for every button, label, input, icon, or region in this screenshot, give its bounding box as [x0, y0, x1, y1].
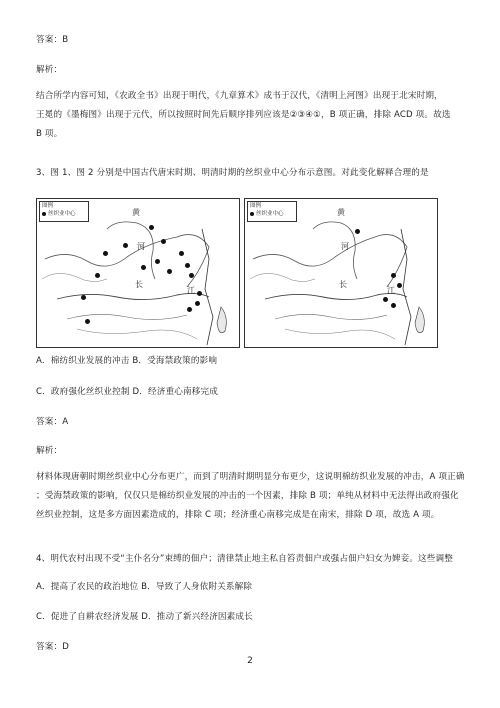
map-label-jiang: 江: [387, 286, 395, 295]
silk-center-dot: [391, 273, 396, 278]
q2-analysis-line: 结合所学内容可知，《农政全书》出现于明代，《九章算术》成书于汉代，《清明上河图》出现于北宋时期，: [36, 91, 443, 101]
map-label-huang: 黄: [337, 208, 345, 217]
silk-center-dot: [189, 273, 194, 278]
silk-center-dot: [85, 319, 90, 324]
map-label-he: 河: [137, 242, 145, 251]
silk-center-dot: [187, 307, 192, 312]
silk-center-dot: [383, 297, 388, 302]
silk-center-dot: [179, 251, 184, 256]
q3-answer: 答案：A: [36, 417, 69, 427]
q4-option-line: A．提高了农民的政治地位 B．导致了人身依附关系解除: [36, 582, 253, 592]
q2-analysis-line: 王冕的《墨梅图》出现于元代，所以按照时间先后顺序排列应该是②③④①，B 项正确，排除 ACD 项。故选: [36, 110, 451, 120]
page-number: 2: [247, 656, 253, 666]
silk-center-dot: [185, 263, 190, 268]
legend: [39, 201, 89, 222]
silk-center-dot: [95, 273, 100, 278]
map-label-chang: 长: [135, 280, 143, 289]
silk-center-dot: [149, 225, 154, 230]
q3-analysis: [36, 468, 468, 525]
q2-analysis-label: 解析：: [36, 65, 63, 75]
silk-center-dot: [195, 301, 200, 306]
silk-center-dot: [197, 291, 202, 296]
map-label-chang: 长: [339, 280, 347, 289]
q3-stem: 3、图 1、图 2 分别是中国古代唐宋时期、明清时期的丝织业中心分布示意图。对此变化解释合理的是: [36, 168, 429, 178]
q2-analysis-line: B 项。: [36, 129, 63, 139]
q3-option-line: A．棉纺织业发展的冲击 B．受海禁政策的影响: [36, 356, 218, 366]
q2-answer: 答案：B: [36, 35, 69, 45]
q3-analysis-label: 解析：: [36, 446, 63, 456]
legend-title: 图例: [250, 203, 262, 209]
q2-analysis: [36, 87, 468, 144]
dot-icon: [250, 212, 254, 216]
silk-center-dot: [141, 265, 146, 270]
map-label-jiang: 江: [187, 286, 195, 295]
map-label-huang: 黄: [132, 208, 140, 217]
silk-center-dot: [397, 283, 402, 288]
q4-option-line: C．促进了自耕农经济发展 D．推动了新兴经济因素成长: [36, 612, 253, 622]
q4-stem: 4、明代农村出现不受“主仆名分”束缚的佃户；清律禁止地主私自笞责佃户或强占佃户妇女为婢妾。这些调整: [36, 554, 454, 564]
legend-item: 丝织业中心: [42, 210, 88, 218]
silk-center-dot: [103, 251, 108, 256]
legend-title: 图例: [42, 203, 54, 209]
map-label-he: 河: [341, 242, 349, 251]
q3-analysis-line: 丝织业控制，这是多方面因素造成的，排除 C 项；经济重心南移完成是在南宋，排除 D 项，故选 A 项。: [36, 510, 440, 520]
legend: [247, 201, 297, 222]
silk-center-dot: [161, 239, 166, 244]
map-ming-qing: [244, 198, 438, 348]
legend-item: 丝织业中心: [250, 210, 296, 218]
silk-center-dot: [123, 243, 128, 248]
q3-analysis-line: 材料体现唐朝时期丝织业中心分布更广，而到了明清时期明显分布更少，这说明棉纺织业发展的冲击，A 项正确: [36, 472, 465, 482]
silk-center-dot: [391, 303, 396, 308]
silk-center-dot: [167, 269, 172, 274]
dot-icon: [42, 212, 46, 216]
silk-center-dot: [155, 259, 160, 264]
silk-center-dot: [81, 295, 86, 300]
q3-analysis-line: ；受海禁政策的影响，仅仅只是棉纺织业发展的冲击的一个因素，排除 B 项；单纯从材料中无法得出政府强化: [36, 491, 459, 501]
silk-center-dot: [355, 229, 360, 234]
q3-option-line: C．政府强化丝织业控制 D．经济重心南移完成: [36, 387, 218, 397]
map-tang-song: [36, 198, 240, 348]
q4-answer: 答案：D: [36, 642, 69, 652]
